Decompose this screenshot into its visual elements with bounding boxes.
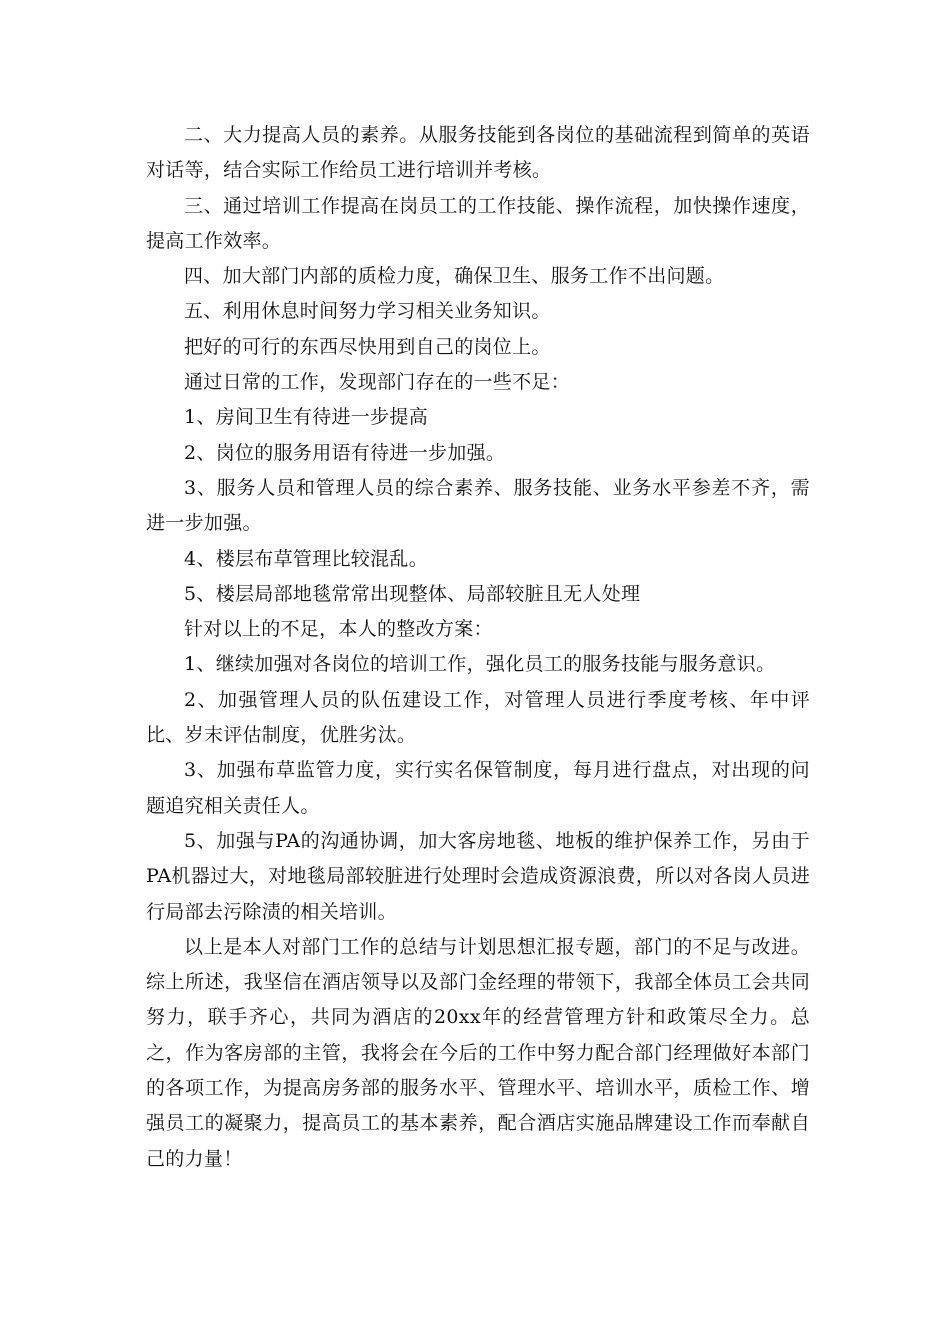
list-item-shortcoming-1: 1、房间卫生有待进一步提高 bbox=[184, 406, 428, 429]
list-item-shortcoming-3: 3、服务人员和管理人员的综合素养、服务技能、业务水平参差不齐，需进一步加强。 bbox=[146, 476, 810, 535]
list-item-shortcoming-2: 2、岗位的服务用语有待进一步加强。 bbox=[184, 441, 506, 464]
paragraph-apply-to-post: 把好的可行的东西尽快用到自己的岗位上。 bbox=[184, 335, 551, 358]
list-item-rectification-1: 1、继续加强对各岗位的培训工作，强化员工的服务技能与服务意识。 bbox=[184, 653, 776, 676]
list-item-rectification-5: 5、加强与PA的沟通协调，加大客房地毯、地板的维护保养工作，另由于PA机器过大，对地毯局部较脏进行处理时会造成资源浪费，所以对各岗人员进行局部去污除渍的相关培训。 bbox=[146, 829, 810, 923]
paragraph-training-staff-quality: 二、大力提高人员的素养。从服务技能到各岗位的基础流程到简单的英语对话等，结合实际工作给员工进行培训并考核。 bbox=[146, 124, 810, 182]
paragraph-study-knowledge: 五、利用休息时间努力学习相关业务知识。 bbox=[184, 300, 551, 323]
list-item-rectification-2: 2、加强管理人员的队伍建设工作，对管理人员进行季度考核、年中评比、岁末评估制度，优胜劣汰。 bbox=[146, 688, 810, 747]
list-item-shortcoming-5: 5、楼层局部地毯常常出现整体、局部较脏且无人处理 bbox=[184, 582, 641, 605]
paragraph-quality-inspection: 四、加大部门内部的质检力度，确保卫生、服务工作不出问题。 bbox=[184, 265, 725, 288]
list-item-shortcoming-4: 4、楼层布草管理比较混乱。 bbox=[184, 547, 428, 570]
paragraph-shortcomings-intro: 通过日常的工作，发现部门存在的一些不足： bbox=[184, 371, 571, 394]
list-item-rectification-3: 3、加强布草监管力度，实行实名保管制度，每月进行盘点，对出现的问题追究相关责任人。 bbox=[146, 759, 810, 817]
paragraph-conclusion: 以上是本人对部门工作的总结与计划思想汇报专题，部门的不足与改进。综上所述，我坚信在酒店领导以及部门金经理的带领下，我部全体员工会共同努力，联手齐心，共同为酒店的20xx年的经营管理方针和政策尽全力。总之，作为客房部的主管，我将会在今后的工作中努力配合部门经理做好本部门的各项工作，为提高房务部的服务水平、管理水平、培训水平，质检工作、增强员工的凝聚力，提高员工的基本素养，配合酒店实施品牌建设工作而奉献自己的力量！ bbox=[146, 935, 810, 1170]
paragraph-improve-work-efficiency: 三、通过培训工作提高在岗员工的工作技能、操作流程，加快操作速度，提高工作效率。 bbox=[146, 194, 810, 252]
document-body bbox=[146, 118, 810, 1177]
paragraph-rectification-intro: 针对以上的不足，本人的整改方案： bbox=[184, 618, 493, 641]
